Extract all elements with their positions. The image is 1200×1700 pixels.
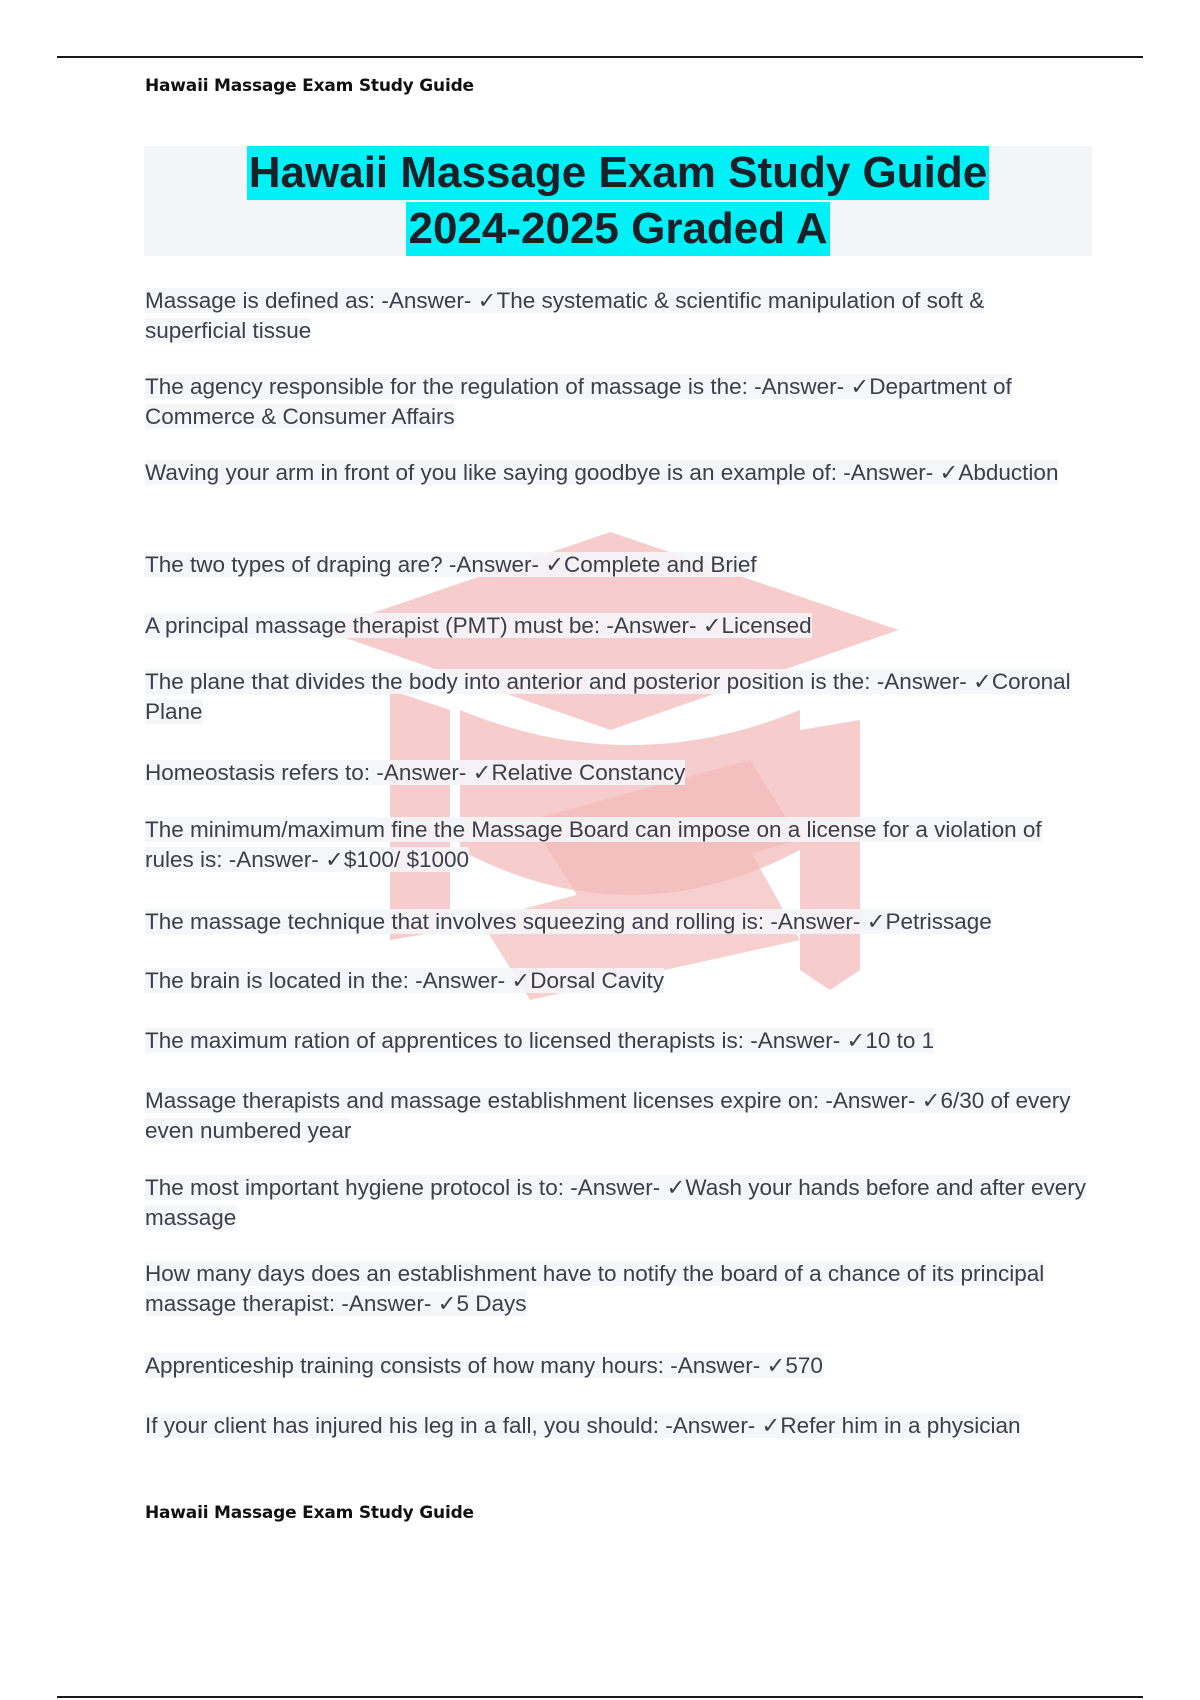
qa-item-2: The agency responsible for the regulation of massage is the: -Answer- ✓Department of Commerce & Consumer Affairs: [145, 374, 1012, 429]
qa-item-16: If your client has injured his leg in a fall, you should: -Answer- ✓Refer him in a physician: [145, 1413, 1021, 1438]
qa-item-4: The two types of draping are? -Answer- ✓Complete and Brief: [145, 552, 757, 577]
qa-item-15: Apprenticeship training consists of how many hours: -Answer- ✓570: [145, 1353, 823, 1378]
title-box: [144, 146, 1092, 256]
running-header-bottom: Hawaii Massage Exam Study Guide: [145, 1503, 474, 1523]
qa-item-9: The massage technique that involves squeezing and rolling is: -Answer- ✓Petrissage: [145, 909, 992, 934]
qa-item-11: The maximum ration of apprentices to licensed therapists is: -Answer- ✓10 to 1: [145, 1028, 935, 1053]
qa-item-7: Homeostasis refers to: -Answer- ✓Relative Constancy: [145, 760, 686, 785]
qa-item-5: A principal massage therapist (PMT) must be: -Answer- ✓Licensed: [145, 613, 812, 638]
top-rule: [57, 56, 1143, 58]
qa-item-6: The plane that divides the body into anterior and posterior position is the: -Answer- ✓Coronal Plane: [145, 669, 1071, 724]
qa-item-13: The most important hygiene protocol is to: -Answer- ✓Wash your hands before and after every massage: [145, 1175, 1086, 1230]
qa-item-12: Massage therapists and massage establishment licenses expire on: -Answer- ✓6/30 of every even numbered year: [145, 1088, 1071, 1143]
qa-item-14: How many days does an establishment have to notify the board of a chance of its principal massage therapist: -Answer- ✓5 Days: [145, 1261, 1045, 1316]
qa-item-8: The minimum/maximum fine the Massage Board can impose on a license for a violation of rules is: -Answer- ✓$100/ $1000: [145, 817, 1042, 872]
qa-item-10: The brain is located in the: -Answer- ✓Dorsal Cavity: [145, 968, 665, 993]
running-header-top: Hawaii Massage Exam Study Guide: [145, 76, 474, 96]
title-line-1: Hawaii Massage Exam Study Guide: [247, 146, 989, 200]
qa-item-3: Waving your arm in front of you like saying goodbye is an example of: -Answer- ✓Abduction: [145, 460, 1059, 485]
qa-item-1: Massage is defined as: -Answer- ✓The systematic & scientific manipulation of soft & superficial tissue: [145, 288, 985, 343]
title-line-2: 2024-2025 Graded A: [406, 202, 829, 256]
bottom-rule: [57, 1696, 1143, 1698]
